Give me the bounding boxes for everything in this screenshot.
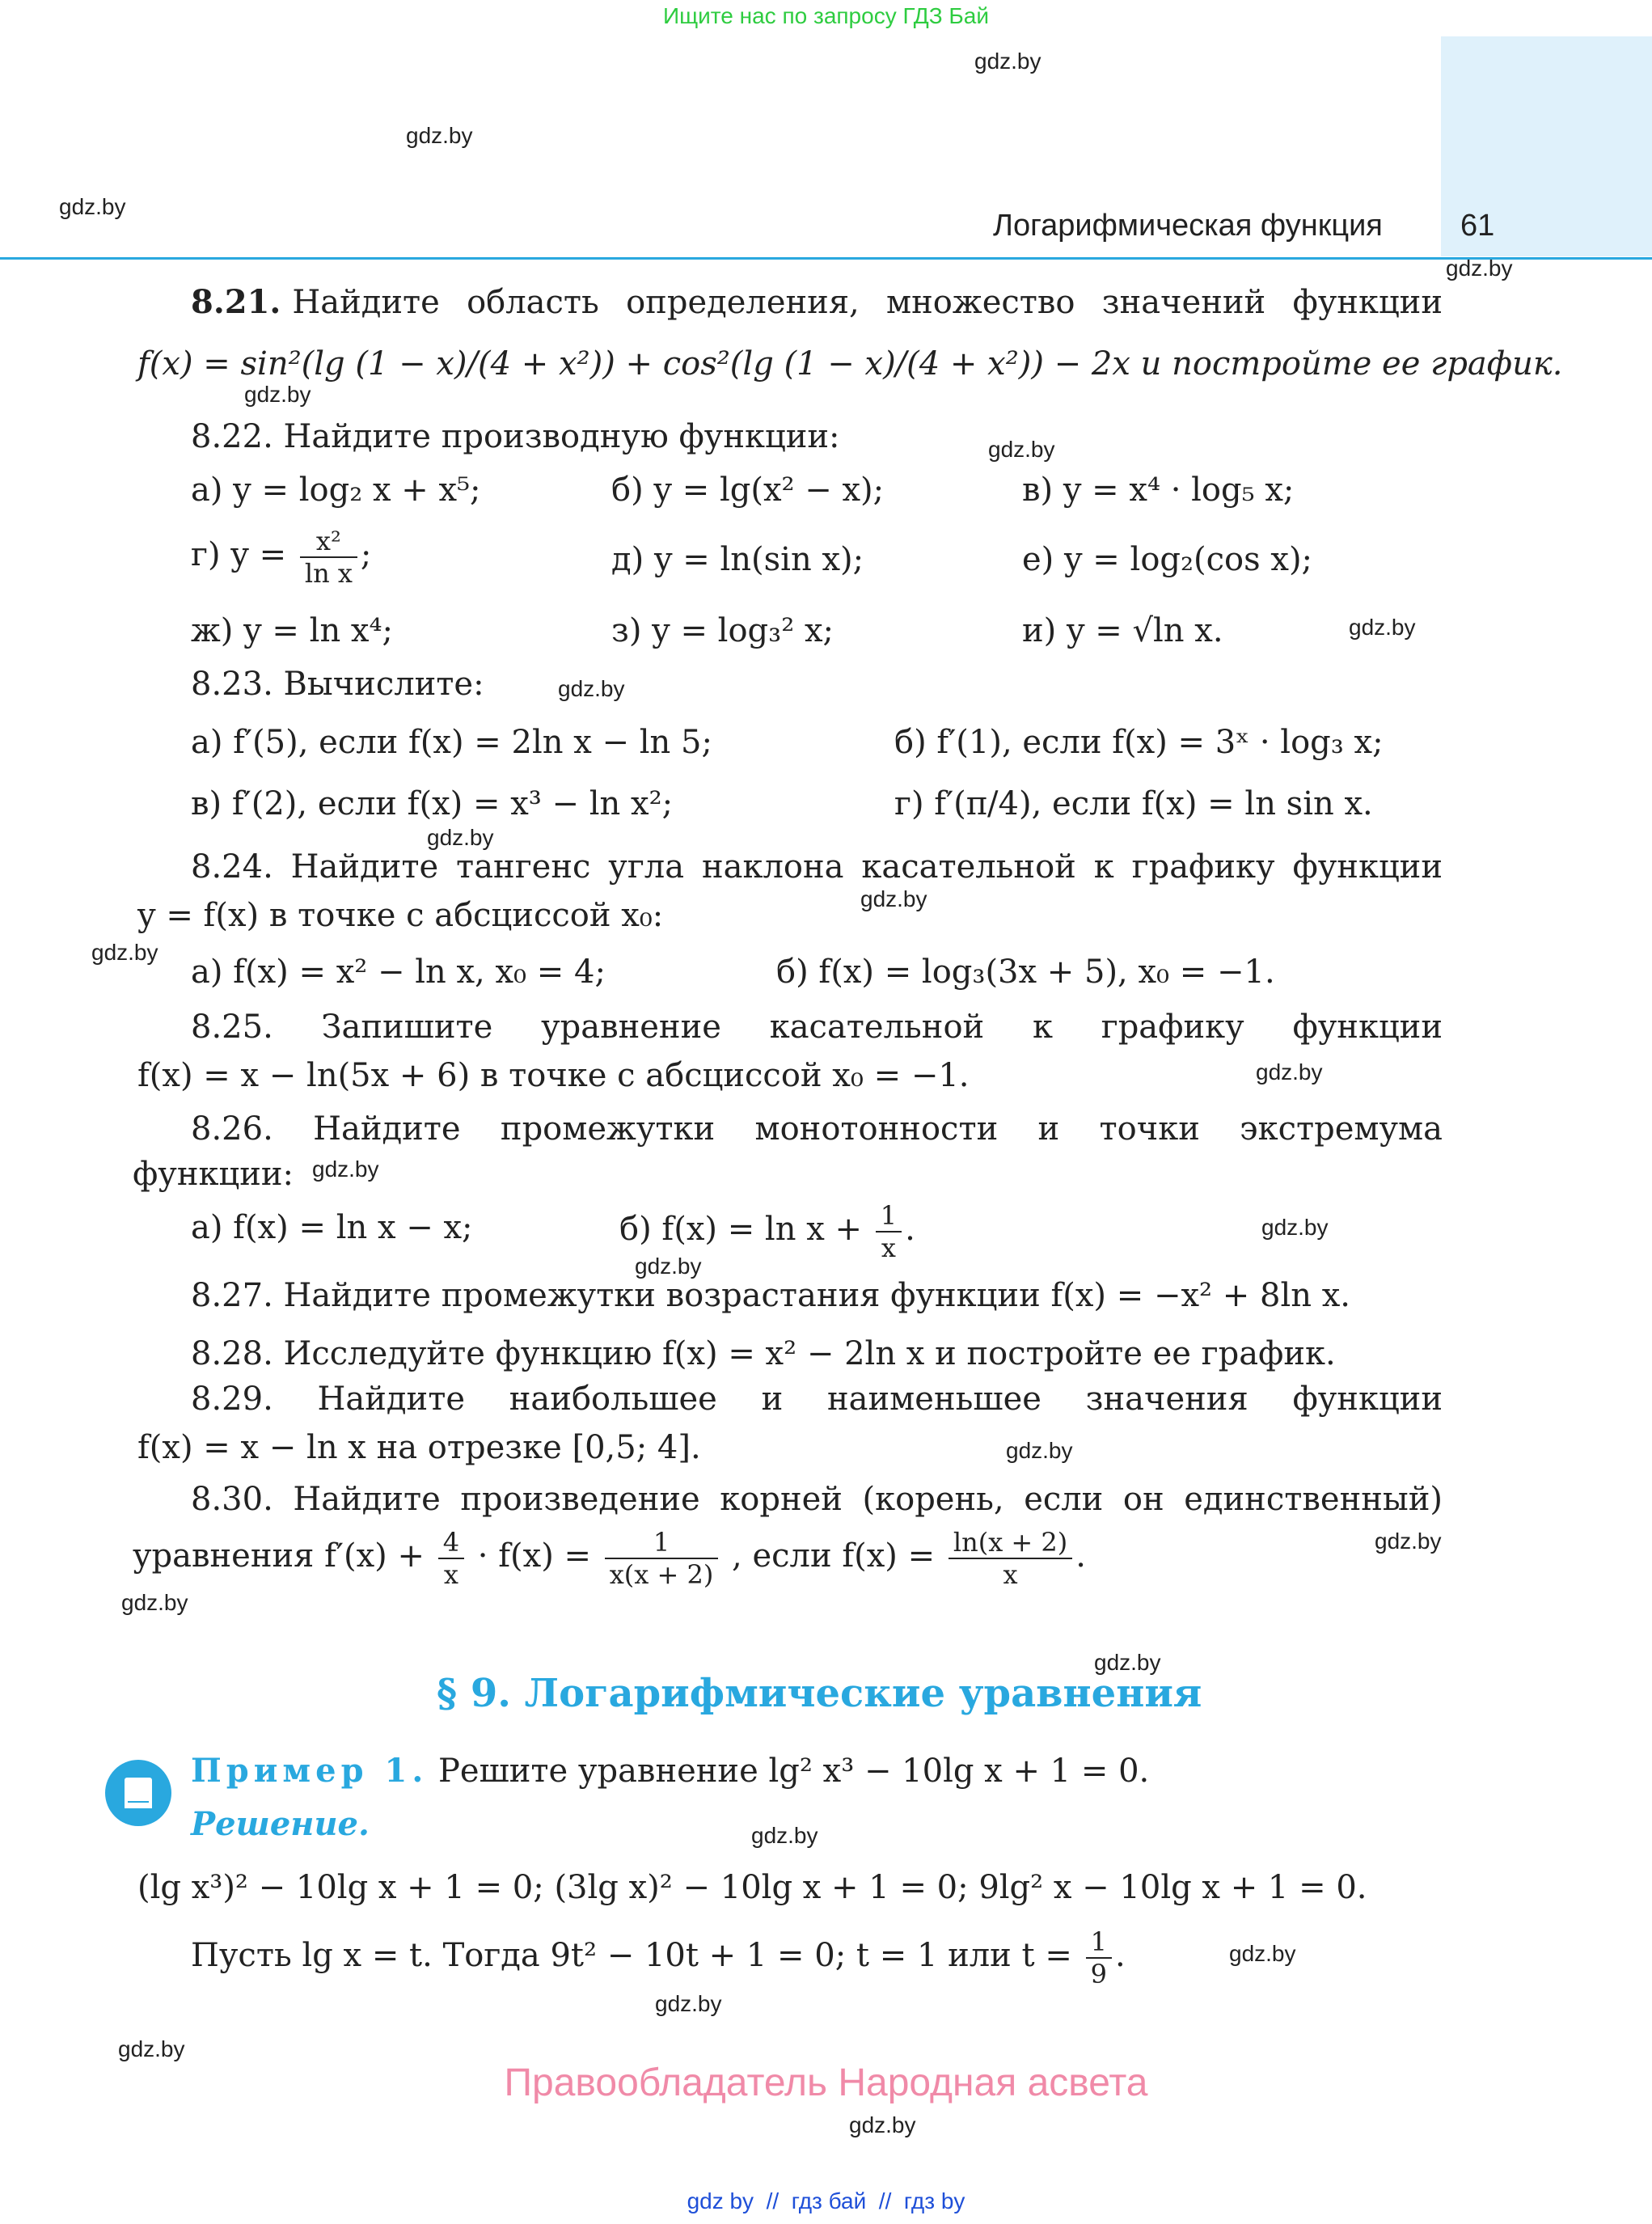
watermark: gdz.by	[1229, 1941, 1296, 1966]
book-icon	[105, 1760, 171, 1826]
fraction	[876, 1200, 902, 1263]
problem-8-27: 8.27. Найдите промежутки возрастания функции f(x) = −x² + 8ln x.	[191, 1277, 1351, 1314]
watermark: gdz.by	[849, 2112, 916, 2137]
problem-8-29-b: f(x) = x − ln x на отрезке [0,5; 4].	[137, 1429, 701, 1466]
solution-label: Решение.	[191, 1805, 370, 1843]
header-rule	[0, 257, 1652, 260]
numerator: 1	[876, 1200, 902, 1233]
problem-8-24-d: б) f(x) = log₃(3x + 5), x₀ = −1.	[776, 953, 1275, 991]
problem-8-24-c: а) f(x) = x² − ln x, x₀ = 4;	[191, 953, 606, 991]
watermark: gdz.by	[1261, 1215, 1329, 1240]
problem-8-22-e: е) y = log₂(cos x);	[1022, 541, 1313, 578]
problem-8-22-b: б) y = lg(x² − x);	[611, 471, 885, 509]
top-banner: Ищите нас по запросу ГДЗ Бай	[662, 3, 990, 28]
problem-8-25-a: 8.25. Запишите уравнение касательной к графику функции	[191, 1008, 1443, 1046]
numerator: 4	[438, 1527, 464, 1559]
problem-number: 8.21.	[191, 283, 281, 321]
problem-8-30-b: уравнения f′(x) + $\frac{4}{x}$ · f(x) = $\frac{1}{x(x + 2)}$ , если f(x) = $\frac{\ln(x + 2)}{x}$ .	[133, 1527, 1086, 1590]
equation-part: · f(x) =	[477, 1537, 592, 1575]
numerator: 1	[1086, 1926, 1112, 1959]
problem-8-22-d: д) y = ln(sin x);	[611, 541, 864, 578]
section-title: § 9. Логарифмические уравнения	[437, 1671, 1202, 1716]
watermark: gdz.by	[860, 886, 927, 911]
item-label: б) f(x) = ln x +	[619, 1211, 862, 1248]
watermark: gdz.by	[635, 1254, 702, 1279]
example-label: Пример 1.	[191, 1752, 429, 1790]
problem-8-22: 8.22. Найдите производную функции:	[191, 418, 840, 455]
denominator: x	[881, 1233, 896, 1263]
equation-part: уравнения f′(x) +	[133, 1537, 425, 1575]
example-text: Решите уравнение lg² x³ − 10lg x + 1 = 0.	[437, 1753, 1150, 1790]
denominator: x	[443, 1559, 458, 1590]
denominator: 9	[1090, 1959, 1107, 1989]
fraction	[949, 1527, 1072, 1590]
problem-8-24-b: y = f(x) в точке с абсциссой x₀:	[137, 897, 664, 934]
example-heading	[191, 1752, 1149, 1791]
fraction	[300, 526, 357, 589]
problem-8-22-zh: ж) y = ln x⁴;	[191, 612, 393, 649]
running-header-title: Логарифмическая функция	[993, 209, 1383, 243]
watermark: gdz.by	[1349, 615, 1416, 640]
watermark: gdz.by	[121, 1590, 188, 1615]
watermark: gdz.by	[91, 940, 158, 965]
problem-8-22-z: з) y = log₃² x;	[611, 612, 834, 649]
problem-8-23-a: а) f′(5), если f(x) = 2ln x − ln 5;	[191, 724, 712, 761]
problem-8-23-v: в) f′(2), если f(x) = x³ − ln x²;	[191, 785, 674, 822]
page-number: 61	[1460, 209, 1495, 243]
problem-8-22-v: в) y = x⁴ · log₅ x;	[1022, 471, 1295, 509]
problem-8-25-b: f(x) = x − ln(5x + 6) в точке с абсциссой x₀ = −1.	[137, 1057, 970, 1094]
solution-line-1: (lg x³)² − 10lg x + 1 = 0; (3lg x)² − 10lg x + 1 = 0; 9lg² x − 10lg x + 1 = 0.	[137, 1869, 1367, 1906]
watermark: gdz.by	[751, 1823, 818, 1848]
item-label: г) y =	[191, 536, 287, 573]
watermark: gdz.by	[988, 437, 1055, 462]
problem-8-28: 8.28. Исследуйте функцию f(x) = x² − 2ln x и постройте ее график.	[191, 1335, 1336, 1372]
watermark: gdz.by	[312, 1156, 379, 1182]
watermark: gdz.by	[655, 1991, 722, 2016]
watermark: gdz.by	[1006, 1438, 1073, 1463]
problem-8-22-i: и) y = √ln x.	[1022, 612, 1223, 649]
problem-8-22-a: а) y = log₂ x + x⁵;	[191, 471, 481, 509]
watermark: gdz.by	[427, 825, 494, 850]
problem-8-26-c: а) f(x) = ln x − x;	[191, 1209, 473, 1246]
solution-line-2: Пусть lg x = t. Тогда 9t² − 10t + 1 = 0; t = 1 или t = $\frac{1}{9}$ .	[191, 1926, 1126, 1989]
numerator: x²	[300, 526, 357, 558]
problem-8-23-b: б) f′(1), если f(x) = 3ˣ · log₃ x;	[894, 724, 1384, 761]
equation-part: , если f(x) =	[732, 1537, 936, 1575]
watermark: gdz.by	[1094, 1650, 1161, 1675]
watermark: gdz.by	[1256, 1059, 1323, 1085]
watermark: gdz.by	[59, 194, 126, 219]
fraction	[438, 1527, 464, 1590]
problem-8-26-a: 8.26. Найдите промежутки монотонности и точки экстремума	[191, 1110, 1443, 1148]
fraction	[605, 1527, 719, 1590]
problem-8-26-d: б) f(x) = ln x + $\frac{1}{x}$ .	[619, 1200, 915, 1263]
problem-8-26-b: функции:	[133, 1156, 294, 1193]
footer-links[interactable]: gdz by // гдз бай // гдз by	[687, 2188, 965, 2213]
problem-8-23: 8.23. Вычислите:	[191, 666, 484, 703]
denominator: ln x	[304, 558, 353, 589]
problem-8-29-a: 8.29. Найдите наибольшее и наименьшее значения функции	[191, 1380, 1443, 1418]
problem-8-23-g: г) f′(π/4), если f(x) = ln sin x.	[894, 785, 1373, 822]
watermark: gdz.by	[1375, 1528, 1442, 1554]
problem-8-21-formula: f(x) = sin²(lg (1 − x)/(4 + x²)) + cos²(lg (1 − x)/(4 + x²)) − 2x и постройте ее график.	[137, 345, 1563, 383]
denominator: x	[1003, 1559, 1018, 1590]
watermark: gdz.by	[1446, 256, 1513, 281]
watermark: gdz.by	[118, 2036, 185, 2061]
watermark: gdz.by	[406, 123, 473, 148]
watermark: gdz.by	[558, 676, 625, 701]
denominator: x(x + 2)	[609, 1559, 714, 1590]
problem-8-21-intro	[191, 283, 1443, 322]
equation-part: Пусть lg x = t. Тогда 9t² − 10t + 1 = 0; t = 1 или t =	[191, 1937, 1072, 1974]
problem-8-24-a: 8.24. Найдите тангенс угла наклона касательной к графику функции	[191, 848, 1443, 886]
numerator: ln(x + 2)	[949, 1527, 1072, 1559]
problem-8-22-g: г) y = $\frac{\text{x²}}{\text{ln x}}$ ;	[191, 526, 372, 589]
problem-text: Найдите область определения, множество значений функции	[292, 284, 1443, 321]
rights-holder: Правообладатель Народная асвета	[504, 2061, 1148, 2104]
fraction	[1086, 1926, 1112, 1989]
watermark: gdz.by	[974, 49, 1041, 74]
watermark: gdz.by	[244, 382, 311, 407]
problem-8-30-a: 8.30. Найдите произведение корней (корень, если он единственный)	[191, 1481, 1443, 1518]
numerator: 1	[605, 1527, 719, 1559]
